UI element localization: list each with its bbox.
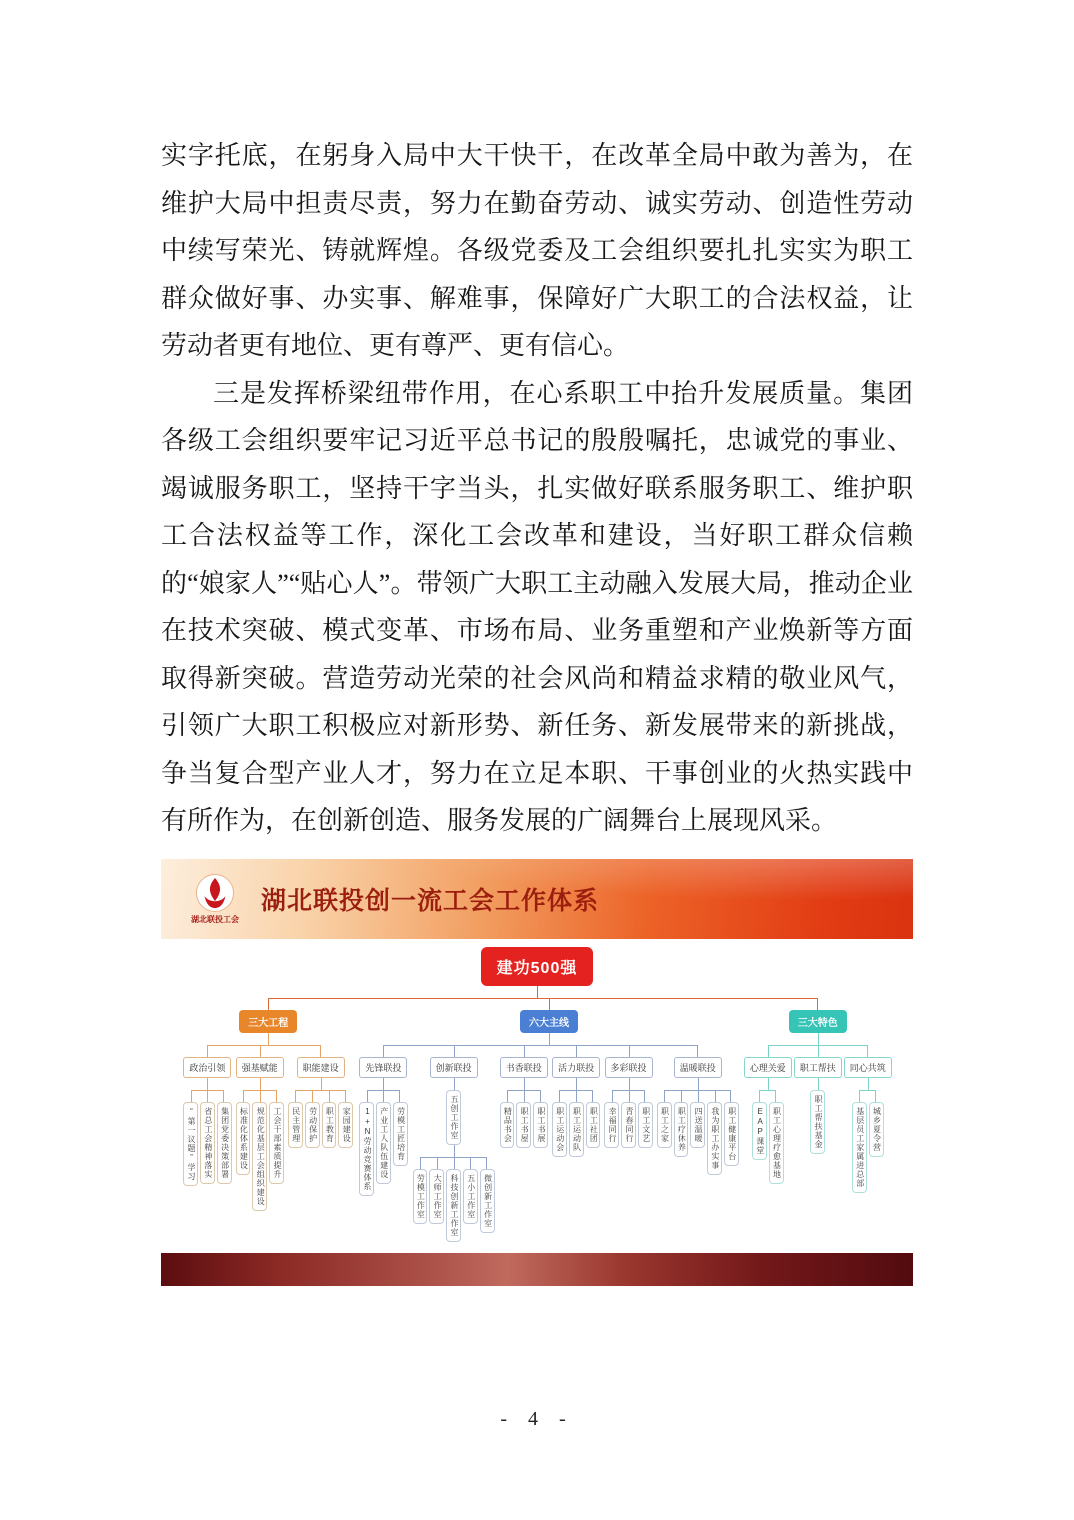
org-node — [620, 1090, 637, 1148]
org-node-label: 职工社团 — [586, 1102, 601, 1148]
org-node-label: 职工运动会 — [552, 1102, 567, 1157]
org-node — [181, 1045, 233, 1211]
org-node-label: 职工健康平台 — [724, 1102, 739, 1166]
org-node-label: 幸福同行 — [604, 1102, 619, 1148]
org-node — [655, 1045, 741, 1242]
org-children-row — [182, 1078, 232, 1186]
org-node-label: 省总工会精神落实 — [200, 1102, 215, 1184]
org-node — [375, 1090, 392, 1196]
org-node — [287, 1090, 304, 1148]
figure-banner — [161, 859, 913, 939]
org-node — [851, 1090, 868, 1193]
org-node — [182, 1090, 199, 1186]
org-node — [235, 1090, 252, 1211]
org-node-label: 五创工作室 — [446, 1090, 461, 1145]
org-node — [723, 1090, 740, 1175]
org-children-row — [603, 1078, 653, 1148]
union-logo — [183, 873, 247, 925]
org-node — [199, 1090, 216, 1186]
org-node — [568, 1090, 585, 1157]
org-node — [689, 1090, 706, 1175]
org-node-label: 书香联投 — [500, 1057, 548, 1078]
org-node-label: 职工帮扶基金 — [810, 1090, 825, 1154]
org-node-label: 三大工程 — [239, 1010, 297, 1033]
org-node-label: 1+N劳动竞赛体系 — [359, 1102, 374, 1196]
org-node — [768, 1090, 785, 1184]
org-node-label: 心理关爱 — [744, 1057, 792, 1078]
org-children-row — [499, 1078, 549, 1148]
org-node-label: 精品书会 — [500, 1102, 515, 1148]
org-children-row — [551, 1078, 601, 1157]
org-node — [392, 1090, 409, 1196]
org-node-label: 同心共筑 — [844, 1057, 892, 1078]
org-node — [356, 998, 742, 1242]
union-logo-icon — [195, 873, 235, 913]
org-node-label: 温暖联投 — [674, 1057, 722, 1078]
org-node — [180, 998, 356, 1242]
org-node-label: 职工书展 — [533, 1102, 548, 1148]
org-children-row — [412, 1145, 496, 1242]
org-node-label: 民主管理 — [288, 1102, 303, 1148]
org-node-label: 活力联投 — [552, 1057, 600, 1078]
org-node-label: 劳模工匠培育 — [393, 1102, 408, 1166]
org-node — [868, 1090, 885, 1193]
org-node — [809, 1090, 826, 1154]
org-node-label: 职工运动队 — [569, 1102, 584, 1157]
org-node-label: 先锋联投 — [359, 1057, 407, 1078]
org-node — [428, 1157, 445, 1242]
org-node — [751, 1090, 768, 1184]
org-node — [358, 1090, 375, 1196]
org-chart-tree — [161, 947, 913, 1242]
org-node-label: 规范化基层工会组织建设 — [252, 1102, 267, 1211]
org-node — [234, 1045, 286, 1211]
org-node-label: 职工疗休养 — [674, 1102, 689, 1157]
org-node-label: 建功500强 — [481, 947, 594, 986]
org-children-row — [851, 1078, 885, 1193]
org-node — [268, 1090, 285, 1211]
figure-title: 湖北联投创一流工会工作体系 — [261, 886, 600, 915]
org-chart-area — [161, 939, 913, 1253]
org-node-label: 我为职工办实事 — [707, 1102, 722, 1175]
org-node-label: 劳动保护 — [305, 1102, 320, 1148]
org-node — [179, 947, 895, 1242]
org-node-label: 政治引领 — [183, 1057, 231, 1078]
org-node-label: 职工教育 — [322, 1102, 337, 1148]
org-node — [445, 1157, 462, 1242]
org-children-row — [411, 1078, 497, 1242]
org-children-row — [357, 1033, 741, 1242]
org-node-label: 创新联投 — [430, 1057, 478, 1078]
org-node — [462, 1157, 479, 1242]
org-node — [742, 998, 894, 1242]
union-logo-label: 湖北联投工会 — [191, 914, 239, 924]
org-node — [479, 1157, 496, 1242]
org-node-label: 职能建设 — [297, 1057, 345, 1078]
org-node-label: 科技创新工作室 — [446, 1169, 461, 1242]
org-node-label: 五小工作室 — [463, 1169, 478, 1224]
org-node-label: 工会干部素质提升 — [269, 1102, 284, 1184]
org-node-label: 微创新工作室 — [480, 1169, 495, 1233]
org-node — [602, 1045, 654, 1242]
org-node — [216, 1090, 233, 1186]
org-node — [411, 1090, 497, 1242]
org-children-row — [809, 1078, 826, 1154]
org-node — [551, 1090, 568, 1157]
org-node-label: 职工之家 — [657, 1102, 672, 1148]
org-node — [603, 1090, 620, 1148]
org-node — [706, 1090, 723, 1175]
org-node-label: 青春同行 — [621, 1102, 636, 1148]
org-node-label: 六大主线 — [520, 1010, 578, 1033]
org-node-label: 职工书屋 — [516, 1102, 531, 1148]
org-node — [673, 1090, 690, 1175]
org-node-label: 产业工人队伍建设 — [376, 1102, 391, 1184]
org-node — [515, 1090, 532, 1148]
org-node — [498, 1045, 550, 1242]
page-content — [161, 0, 913, 1286]
org-node — [410, 1045, 498, 1242]
org-node-label: 城乡夏令营 — [869, 1102, 884, 1157]
org-children-row — [358, 1078, 408, 1196]
org-children-row — [743, 1033, 893, 1193]
org-node — [637, 1090, 654, 1148]
org-node-label: 职工帮扶 — [794, 1057, 842, 1078]
org-node — [251, 1090, 268, 1211]
org-node-label: 标准化体系建设 — [236, 1102, 251, 1175]
org-children-row — [235, 1078, 285, 1211]
org-node-label: 家园建设 — [338, 1102, 353, 1148]
org-node — [304, 1090, 321, 1148]
org-node-label: 职工文艺 — [638, 1102, 653, 1148]
org-node — [656, 1090, 673, 1175]
org-node-label: 强基赋能 — [236, 1057, 284, 1078]
page-number: - 4 - — [500, 1407, 574, 1430]
org-node-label: 四送温暖 — [690, 1102, 705, 1148]
org-node — [793, 1045, 843, 1193]
paragraph-1: 实字托底，在躬身入局中大干快干，在改革全局中敢为善为，在维护大局中担责尽责，努力在勤奋劳动、诚实劳动、创造性劳动中续写荣光、铸就辉煌。各级党委及工会组织要扎扎实实为职工群众做好事、办实事、解难事，保障好广大职工的合法权益，让劳动者更有地位、更有尊严、更有信心。 — [161, 141, 913, 360]
org-children-row — [287, 1078, 354, 1148]
union-work-system-figure — [161, 859, 913, 1286]
org-node — [532, 1090, 549, 1148]
org-node-label: 多彩联投 — [605, 1057, 653, 1078]
org-node — [843, 1045, 893, 1193]
org-node-label: 大师工作室 — [429, 1169, 444, 1224]
org-node-label: EAP课堂 — [752, 1102, 767, 1160]
org-node — [499, 1090, 516, 1148]
org-node-label: 集团党委决策部署 — [217, 1102, 232, 1184]
org-node-label: 基层员工家属进总部 — [852, 1102, 867, 1193]
org-root-row — [161, 947, 913, 1242]
org-node-label: 三大特色 — [789, 1010, 847, 1033]
org-node-label: “第一议题”学习 — [183, 1102, 198, 1186]
org-node — [550, 1045, 602, 1242]
org-node — [585, 1090, 602, 1157]
org-children-row — [751, 1078, 785, 1184]
org-node — [286, 1045, 355, 1211]
org-children-row — [180, 986, 894, 1242]
paragraph-2: 三是发挥桥梁纽带作用，在心系职工中抬升发展质量。集团各级工会组织要牢记习近平总书记的殷殷嘱托，忠诚党的事业、竭诚服务职工，坚持干字当头，扎实做好联系服务职工、维护职工合法权益等工作，深化工会改革和建设，当好职工群众信赖的“娘家人”“贴心人”。带领广大职工主动融入发展大局，推动企业在技术突破、模式变革、市场布局、业务重塑和产业焕新等方面取得新突破。营造劳动光荣的社会风尚和精益求精的敬业风气，引领广大职工积极应对新形势、新任务、新发展带来的新挑战，争当复合型产业人才，努力在立足本职、干事创业的火热实践中有所作为，在创新创造、服务发展的广阔舞台上展现风采。 — [161, 378, 913, 835]
org-node — [357, 1045, 409, 1242]
org-node-label: 职工心理疗愈基地 — [769, 1102, 784, 1184]
org-node — [337, 1090, 354, 1148]
org-children-row — [181, 1033, 355, 1211]
org-node — [412, 1157, 429, 1242]
org-node — [743, 1045, 793, 1193]
org-node — [321, 1090, 338, 1148]
figure-footer-bar — [161, 1253, 913, 1286]
org-children-row — [656, 1078, 740, 1175]
org-node-label: 劳模工作室 — [413, 1169, 428, 1224]
